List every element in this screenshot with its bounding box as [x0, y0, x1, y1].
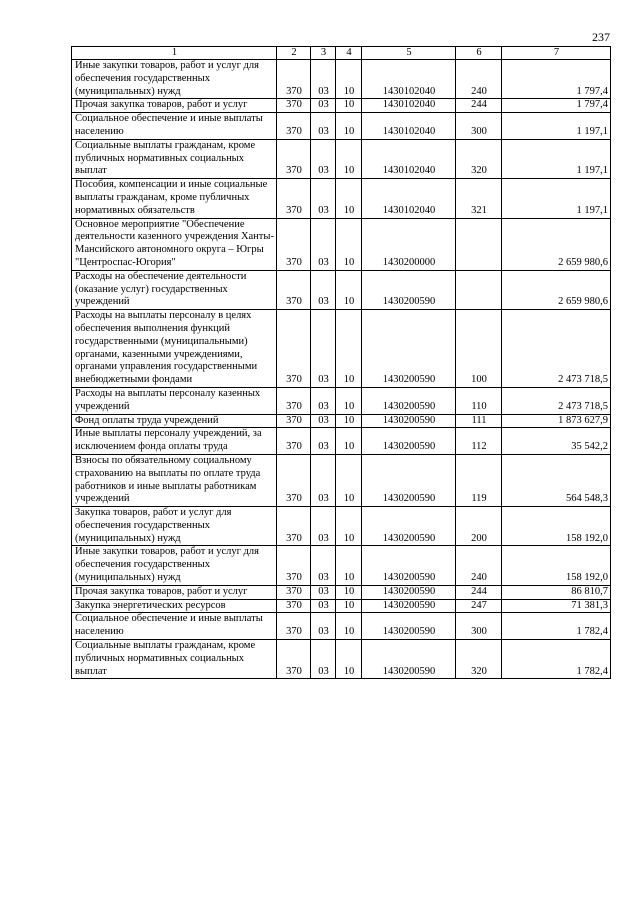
section-code-cell: 03 [311, 585, 336, 599]
row-name-cell: Прочая закупка товаров, работ и услуг [72, 585, 277, 599]
amount-cell: 35 542,2 [502, 428, 611, 455]
expense-type-cell [456, 218, 502, 270]
expense-type-cell: 244 [456, 585, 502, 599]
target-article-cell: 1430102040 [362, 113, 456, 140]
table-row [72, 139, 611, 178]
header-cell: 4 [336, 47, 362, 60]
ministry-code-cell: 370 [277, 546, 311, 585]
expense-type-cell: 320 [456, 139, 502, 178]
amount-cell: 1 797,4 [502, 60, 611, 99]
ministry-code-cell: 370 [277, 585, 311, 599]
header-cell: 2 [277, 47, 311, 60]
table-row [72, 179, 611, 218]
target-article-cell: 1430200000 [362, 218, 456, 270]
amount-cell: 158 192,0 [502, 546, 611, 585]
section-code-cell: 03 [311, 613, 336, 640]
subsection-code-cell: 10 [336, 60, 362, 99]
ministry-code-cell: 370 [277, 270, 311, 309]
amount-cell: 1 782,4 [502, 640, 611, 679]
row-name-cell: Пособия, компенсации и иные социальные выплаты гражданам, кроме публичных нормативных обязательств [72, 179, 277, 218]
target-article-cell: 1430200590 [362, 599, 456, 613]
expense-type-cell: 321 [456, 179, 502, 218]
target-article-cell: 1430102040 [362, 99, 456, 113]
row-name-cell: Фонд оплаты труда учреждений [72, 414, 277, 428]
subsection-code-cell: 10 [336, 414, 362, 428]
row-name-cell: Прочая закупка товаров, работ и услуг [72, 99, 277, 113]
amount-cell: 1 797,4 [502, 99, 611, 113]
amount-cell: 2 473 718,5 [502, 387, 611, 414]
subsection-code-cell: 10 [336, 270, 362, 309]
subsection-code-cell: 10 [336, 640, 362, 679]
expense-type-cell: 320 [456, 640, 502, 679]
table-row [72, 270, 611, 309]
table-row [72, 507, 611, 546]
ministry-code-cell: 370 [277, 113, 311, 140]
section-code-cell: 03 [311, 218, 336, 270]
row-name-cell: Социальные выплаты гражданам, кроме публичных нормативных социальных выплат [72, 640, 277, 679]
expense-type-cell: 100 [456, 310, 502, 388]
section-code-cell: 03 [311, 60, 336, 99]
section-code-cell: 03 [311, 428, 336, 455]
row-name-cell: Расходы на обеспечение деятельности (оказание услуг) государственных учреждений [72, 270, 277, 309]
subsection-code-cell: 10 [336, 179, 362, 218]
expense-type-cell: 244 [456, 99, 502, 113]
target-article-cell: 1430200590 [362, 640, 456, 679]
header-row [72, 47, 611, 60]
ministry-code-cell: 370 [277, 387, 311, 414]
target-article-cell: 1430200590 [362, 613, 456, 640]
amount-cell: 564 548,3 [502, 454, 611, 506]
amount-cell: 1 782,4 [502, 613, 611, 640]
amount-cell: 2 473 718,5 [502, 310, 611, 388]
section-code-cell: 03 [311, 139, 336, 178]
subsection-code-cell: 10 [336, 310, 362, 388]
section-code-cell: 03 [311, 507, 336, 546]
table-row [72, 428, 611, 455]
section-code-cell: 03 [311, 270, 336, 309]
ministry-code-cell: 370 [277, 613, 311, 640]
amount-cell: 1 197,1 [502, 139, 611, 178]
row-name-cell: Взносы по обязательному социальному страхованию на выплаты по оплате труда работников и иные выплаты работникам учреждений [72, 454, 277, 506]
section-code-cell: 03 [311, 387, 336, 414]
section-code-cell: 03 [311, 454, 336, 506]
ministry-code-cell: 370 [277, 640, 311, 679]
ministry-code-cell: 370 [277, 414, 311, 428]
section-code-cell: 03 [311, 546, 336, 585]
row-name-cell: Социальное обеспечение и иные выплаты населению [72, 113, 277, 140]
row-name-cell: Иные закупки товаров, работ и услуг для обеспечения государственных (муниципальных) нужд [72, 60, 277, 99]
header-cell: 3 [311, 47, 336, 60]
table-row [72, 599, 611, 613]
subsection-code-cell: 10 [336, 139, 362, 178]
expense-type-cell: 247 [456, 599, 502, 613]
budget-table [71, 46, 611, 679]
row-name-cell: Закупка энергетических ресурсов [72, 599, 277, 613]
table-row [72, 640, 611, 679]
row-name-cell: Иные выплаты персоналу учреждений, за исключением фонда оплаты труда [72, 428, 277, 455]
table-row [72, 99, 611, 113]
target-article-cell: 1430200590 [362, 546, 456, 585]
page-number: 237 [592, 30, 610, 44]
section-code-cell: 03 [311, 640, 336, 679]
amount-cell: 1 197,1 [502, 113, 611, 140]
table-row [72, 613, 611, 640]
ministry-code-cell: 370 [277, 218, 311, 270]
subsection-code-cell: 10 [336, 387, 362, 414]
subsection-code-cell: 10 [336, 428, 362, 455]
table-row [72, 60, 611, 99]
amount-cell: 2 659 980,6 [502, 270, 611, 309]
table-row [72, 414, 611, 428]
amount-cell: 1 197,1 [502, 179, 611, 218]
expense-type-cell: 200 [456, 507, 502, 546]
row-name-cell: Иные закупки товаров, работ и услуг для обеспечения государственных (муниципальных) нужд [72, 546, 277, 585]
target-article-cell: 1430200590 [362, 428, 456, 455]
section-code-cell: 03 [311, 113, 336, 140]
target-article-cell: 1430102040 [362, 60, 456, 99]
subsection-code-cell: 10 [336, 507, 362, 546]
ministry-code-cell: 370 [277, 60, 311, 99]
target-article-cell: 1430200590 [362, 454, 456, 506]
row-name-cell: Основное мероприятие "Обеспечение деятельности казенного учреждения Ханты-Мансийского автономного округа – Югры "Центроспас-Югория" [72, 218, 277, 270]
subsection-code-cell: 10 [336, 454, 362, 506]
expense-type-cell: 112 [456, 428, 502, 455]
subsection-code-cell: 10 [336, 585, 362, 599]
row-name-cell: Расходы на выплаты персоналу в целях обеспечения выполнения функций государственными (муниципальными) органами, казенными учреждениями, органами управления государственными внебюджетными фондами [72, 310, 277, 388]
table-row [72, 310, 611, 388]
expense-type-cell: 111 [456, 414, 502, 428]
target-article-cell: 1430102040 [362, 139, 456, 178]
ministry-code-cell: 370 [277, 139, 311, 178]
expense-type-cell: 119 [456, 454, 502, 506]
header-cell: 6 [456, 47, 502, 60]
target-article-cell: 1430200590 [362, 585, 456, 599]
row-name-cell: Закупка товаров, работ и услуг для обеспечения государственных (муниципальных) нужд [72, 507, 277, 546]
row-name-cell: Расходы на выплаты персоналу казенных учреждений [72, 387, 277, 414]
section-code-cell: 03 [311, 599, 336, 613]
table-row [72, 387, 611, 414]
expense-type-cell: 240 [456, 546, 502, 585]
table-row [72, 113, 611, 140]
row-name-cell: Социальные выплаты гражданам, кроме публичных нормативных социальных выплат [72, 139, 277, 178]
ministry-code-cell: 370 [277, 99, 311, 113]
subsection-code-cell: 10 [336, 99, 362, 113]
amount-cell: 2 659 980,6 [502, 218, 611, 270]
ministry-code-cell: 370 [277, 454, 311, 506]
ministry-code-cell: 370 [277, 179, 311, 218]
target-article-cell: 1430200590 [362, 270, 456, 309]
expense-type-cell [456, 270, 502, 309]
subsection-code-cell: 10 [336, 113, 362, 140]
subsection-code-cell: 10 [336, 599, 362, 613]
table-row [72, 585, 611, 599]
ministry-code-cell: 370 [277, 310, 311, 388]
section-code-cell: 03 [311, 310, 336, 388]
ministry-code-cell: 370 [277, 599, 311, 613]
amount-cell: 71 381,3 [502, 599, 611, 613]
expense-type-cell: 110 [456, 387, 502, 414]
table-body [72, 60, 611, 679]
subsection-code-cell: 10 [336, 218, 362, 270]
section-code-cell: 03 [311, 414, 336, 428]
amount-cell: 1 873 627,9 [502, 414, 611, 428]
target-article-cell: 1430200590 [362, 507, 456, 546]
expense-type-cell: 300 [456, 613, 502, 640]
expense-type-cell: 240 [456, 60, 502, 99]
ministry-code-cell: 370 [277, 507, 311, 546]
amount-cell: 158 192,0 [502, 507, 611, 546]
target-article-cell: 1430200590 [362, 310, 456, 388]
amount-cell: 86 810,7 [502, 585, 611, 599]
table-row [72, 454, 611, 506]
expense-type-cell: 300 [456, 113, 502, 140]
section-code-cell: 03 [311, 179, 336, 218]
table-row [72, 546, 611, 585]
ministry-code-cell: 370 [277, 428, 311, 455]
target-article-cell: 1430102040 [362, 179, 456, 218]
header-cell: 1 [72, 47, 277, 60]
table-row [72, 218, 611, 270]
subsection-code-cell: 10 [336, 613, 362, 640]
target-article-cell: 1430200590 [362, 387, 456, 414]
subsection-code-cell: 10 [336, 546, 362, 585]
target-article-cell: 1430200590 [362, 414, 456, 428]
header-cell: 5 [362, 47, 456, 60]
row-name-cell: Социальное обеспечение и иные выплаты населению [72, 613, 277, 640]
header-cell: 7 [502, 47, 611, 60]
section-code-cell: 03 [311, 99, 336, 113]
